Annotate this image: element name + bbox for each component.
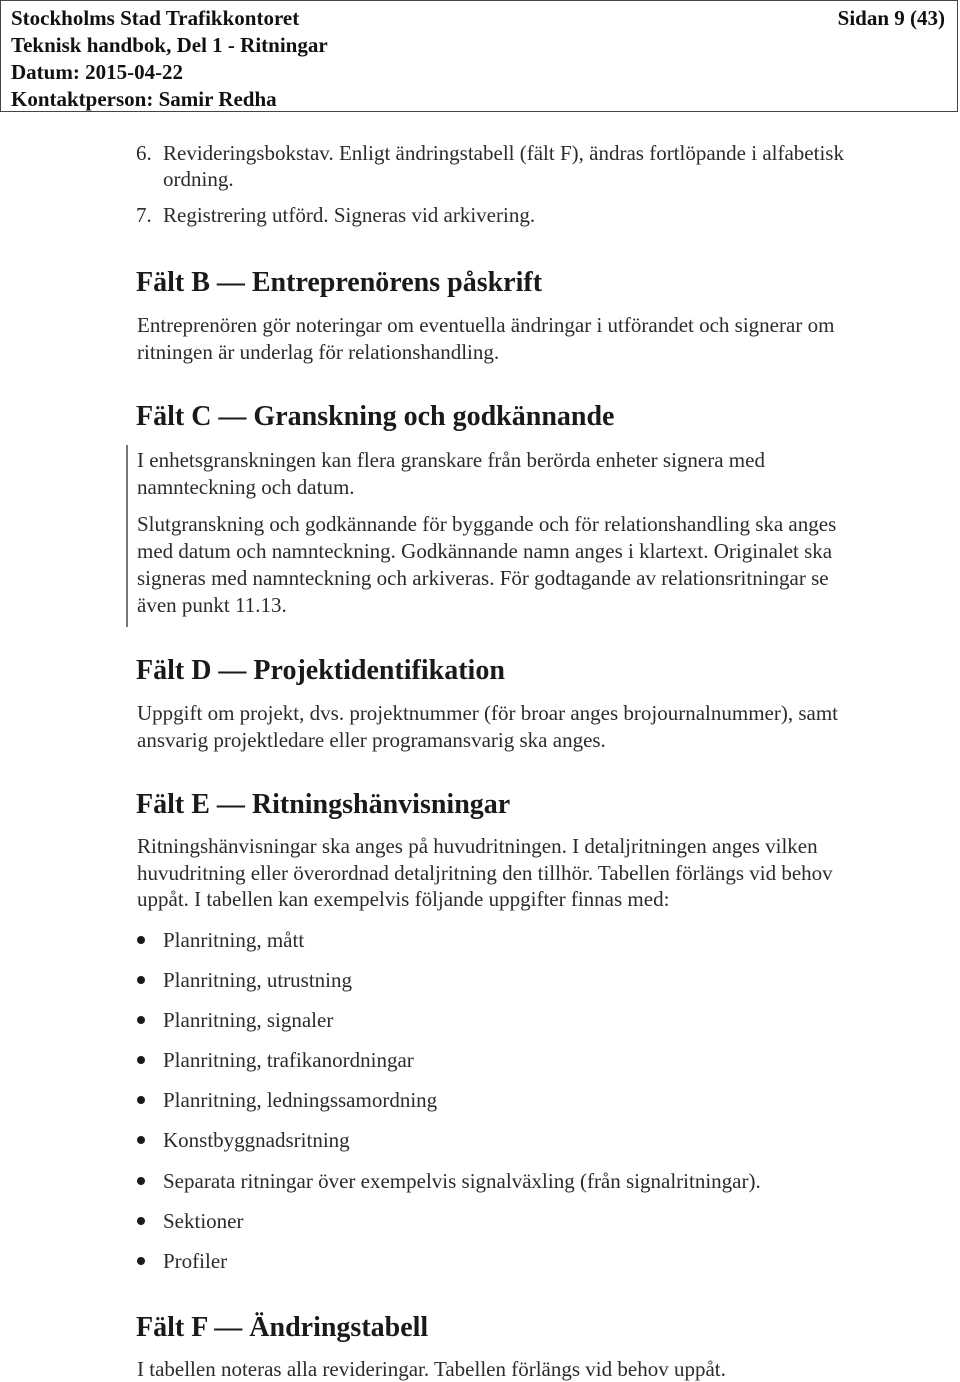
paragraph-line: ritningen är underlag för relationshandling. — [137, 340, 500, 364]
paragraph-line: uppåt. I tabellen kan exempelvis följande uppgifter finnas med: — [137, 887, 670, 911]
list-item-7-line1: Registrering utförd. Signeras vid arkivering. — [163, 203, 536, 227]
bullet-icon — [137, 1257, 145, 1265]
list-item: Profiler — [163, 1249, 228, 1273]
list-item: Planritning, trafikanordningar — [163, 1048, 414, 1072]
header-document-title: Teknisk handbok, Del 1 - Ritningar — [11, 33, 328, 57]
heading-falt-b: Fält B — Entreprenörens påskrift — [136, 267, 543, 298]
paragraph-line: signeras med namnteckning och arkiveras. För godtagande av relationsritningar se — [137, 566, 829, 590]
header-date: Datum: 2015-04-22 — [11, 60, 184, 84]
bullet-icon — [137, 1056, 145, 1064]
list-item: Sektioner — [163, 1209, 244, 1233]
list-number-6: 6. — [136, 141, 152, 165]
bullet-icon — [137, 1096, 145, 1104]
list-item: Planritning, signaler — [163, 1008, 334, 1032]
paragraph-line: I tabellen noteras alla revideringar. Tabellen förlängs vid behov uppåt. — [137, 1357, 726, 1381]
paragraph-line: ansvarig projektledare eller programansvarig ska anges. — [137, 728, 606, 752]
bullet-icon — [137, 976, 145, 984]
bullet-icon — [137, 1016, 145, 1024]
document-header — [0, 0, 958, 112]
paragraph-line: huvudritning eller överordnad detaljritning den tillhör. Tabellen förlängs vid behov — [137, 861, 833, 885]
list-item: Planritning, ledningssamordning — [163, 1088, 438, 1112]
bullet-icon — [137, 1136, 145, 1144]
list-number-7: 7. — [136, 203, 152, 227]
list-item-6-line1: Revideringsbokstav. Enligt ändringstabell (fält F), ändras fortlöpande i alfabetisk — [163, 141, 844, 165]
paragraph-line: namnteckning och datum. — [137, 475, 355, 499]
list-item: Konstbyggnadsritning — [163, 1128, 350, 1152]
heading-falt-f: Fält F — Ändringstabell — [136, 1312, 429, 1343]
change-bar — [126, 445, 128, 627]
heading-falt-c: Fält C — Granskning och godkännande — [136, 401, 615, 432]
list-item: Planritning, mått — [163, 928, 305, 952]
bullet-icon — [137, 1217, 145, 1225]
page-number: Sidan 9 (43) — [837, 6, 945, 30]
paragraph-line: I enhetsgranskningen kan flera granskare från berörda enheter signera med — [137, 448, 765, 472]
paragraph-line: Entreprenören gör noteringar om eventuella ändringar i utförandet och signerar om — [137, 313, 835, 337]
header-contact: Kontaktperson: Samir Redha — [11, 87, 277, 111]
paragraph-line: Ritningshänvisningar ska anges på huvudritningen. I detaljritningen anges vilken — [137, 834, 818, 858]
heading-falt-d: Fält D — Projektidentifikation — [136, 655, 505, 686]
list-item: Separata ritningar över exempelvis signalväxling (från signalritningar). — [163, 1169, 761, 1193]
paragraph-line: Uppgift om projekt, dvs. projektnummer (för broar anges brojournalnummer), samt — [137, 701, 838, 725]
bullet-icon — [137, 1177, 145, 1185]
bullet-icon — [137, 936, 145, 944]
paragraph-line: även punkt 11.13. — [137, 593, 287, 617]
list-item: Planritning, utrustning — [163, 968, 352, 992]
list-item-6-line2: ordning. — [163, 167, 234, 191]
paragraph-line: med datum och namnteckning. Godkännande namn anges i klartext. Originalet ska — [137, 539, 833, 563]
header-organization: Stockholms Stad Trafikkontoret — [11, 6, 300, 30]
paragraph-line: Slutgranskning och godkännande för byggande och för relationshandling ska anges — [137, 512, 837, 536]
heading-falt-e: Fält E — Ritningshänvisningar — [136, 789, 511, 820]
